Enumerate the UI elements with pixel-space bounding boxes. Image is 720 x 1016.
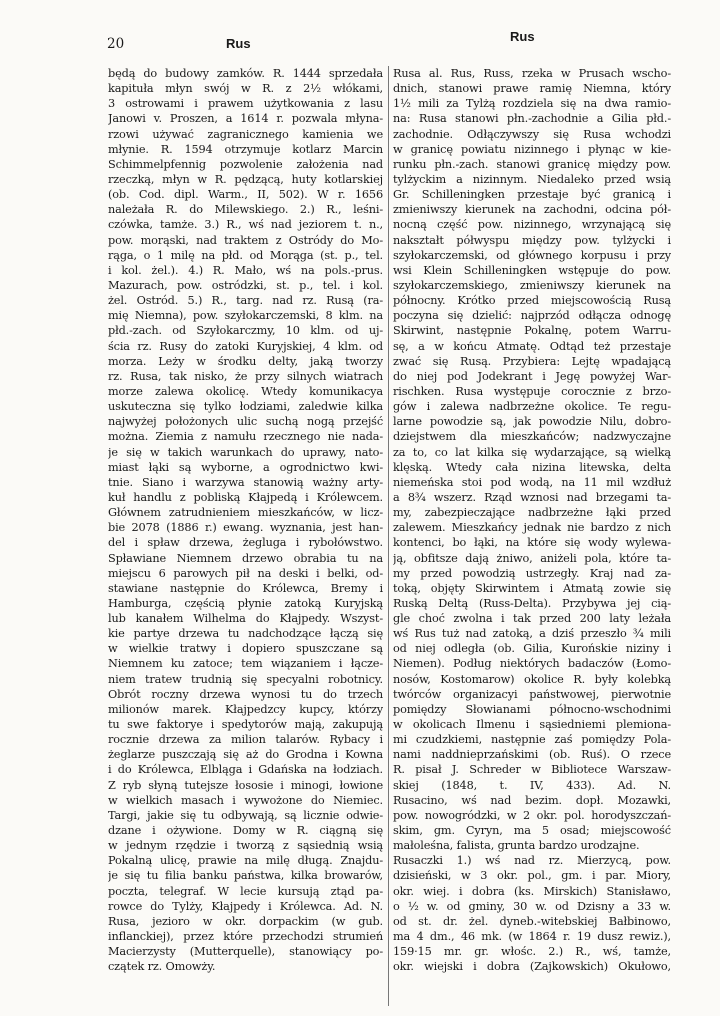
text-line: Rusa al. Rus, Russ, rzeka w Prusach wscho- bbox=[393, 67, 671, 80]
text-line: miast łąki są wyborne, a ogrodnictwo kwi- bbox=[108, 460, 383, 474]
text-line: skim, gm. Cyryn, ma 5 osad; miejscowość bbox=[393, 824, 671, 838]
text-line: rzeczką, młyn w R. pędzącą, huty kotlarskiej bbox=[108, 172, 383, 186]
text-line: okr. wiejski i dobra (Zajkowskich) Okułowo, bbox=[393, 960, 671, 974]
text-line: młynie. R. 1594 otrzymuje kotlarz Marcin bbox=[108, 142, 383, 156]
text-line: klęską. Wtedy cała nizina litewska, delta bbox=[393, 460, 671, 474]
text-line: ma 4 dm., 46 mk. (w 1864 r. 19 dusz rewiz.), bbox=[393, 930, 671, 944]
text-line: w okolicach Ilmenu i sąsiedniemi plemiona- bbox=[393, 718, 671, 732]
text-line: R. pisał J. Schreder w Bibliotece Warszaw- bbox=[393, 763, 671, 777]
text-line: dzisieński, w 3 okr. pol., gm. i par. Miory, bbox=[393, 869, 671, 883]
text-line: gów i zalewa nadbrzeżne okolice. Te regu- bbox=[393, 400, 671, 414]
text-line: runku płn.-zach. stanowi granicę między pow. bbox=[393, 157, 671, 171]
text-line: stawiane następnie do Królewca, Bremy i bbox=[108, 581, 383, 595]
text-line: skiej (1848, t. IV, 433). Ad. N. bbox=[393, 778, 671, 792]
left-text-column bbox=[108, 66, 383, 974]
text-line: żeglarze puszczają się aż do Grodna i Kowna bbox=[108, 748, 383, 762]
text-line: Mazurach, pow. ostródzki, st. p., tel. i kol. bbox=[108, 278, 383, 292]
text-line: Niemnem ku zatoce; tem wiązaniem i łącze- bbox=[108, 657, 383, 671]
text-line: Janowi v. Proszen, a 1614 r. pozwala młyna- bbox=[108, 112, 383, 126]
text-line: pow. morąski, nad traktem z Ostródy do Mo- bbox=[108, 233, 383, 247]
text-line: w jednym rzędzie i tworzą z sąsiednią wsią bbox=[108, 839, 383, 853]
text-line: do niej pod Jodekrant i Jegę powyżej War- bbox=[393, 369, 671, 383]
text-line: Hamburga, częścią płynie zatoką Kuryjską bbox=[108, 596, 383, 610]
text-line: twórców organizacyi państwowej, pierwotnie bbox=[393, 687, 671, 701]
page-header bbox=[0, 29, 720, 56]
text-line: można. Ziemia z namułu rzecznego nie nada- bbox=[108, 430, 383, 444]
page-number: 20 bbox=[107, 36, 125, 52]
text-line: toką, objęty Skirwintem i Atmatą zowie się bbox=[393, 581, 671, 595]
text-line: żel. Ostród. 5.) R., targ. nad rz. Rusą (ra- bbox=[108, 294, 383, 308]
text-line: mi czudzkiemi, następnie zaś pomiędzy Pola- bbox=[393, 733, 671, 747]
text-line: ją, obfitsze dają żniwo, aniżeli pola, które ta- bbox=[393, 551, 671, 565]
text-line: małoleśna, falista, grunta bardzo urodzajne. bbox=[393, 839, 640, 853]
column-divider bbox=[388, 66, 389, 1006]
text-line: uskuteczna się tylko łodziami, zaledwie kilka bbox=[108, 400, 383, 414]
text-line: sę, a w końcu Atmatę. Odtąd też przestaje bbox=[393, 339, 671, 353]
text-line: a 8¾ wszerz. Rząd wznosi nad brzegami ta- bbox=[393, 490, 671, 504]
text-line: my przed powodzią ustrzegły. Kraj nad za- bbox=[393, 566, 671, 580]
text-line: morza. Leży w środku delty, jaką tworzy bbox=[108, 354, 383, 368]
text-line: larne powodzie są, jak powodzie Nilu, dobro- bbox=[393, 415, 671, 429]
text-line: my, zabezpieczające nadbrzeżne łąki przed bbox=[393, 506, 671, 520]
text-line: Ruską Deltą (Russ-Delta). Przybywa jej cią- bbox=[393, 596, 671, 610]
text-line: tu swe faktorye i spedytorów mają, zakupują bbox=[108, 718, 383, 732]
text-line: (ob. Cod. dipl. Warm., II, 502). W r. 1656 bbox=[108, 188, 383, 202]
text-line: należała R. do Milewskiego. 2.) R., leśni- bbox=[108, 203, 383, 217]
text-line: zachodnie. Odłączywszy się Rusa wchodzi bbox=[393, 127, 671, 141]
text-line: niem tratew trudnią się specyalni robotnicy. bbox=[108, 672, 383, 686]
text-line: 159·15 mr. gr. włośc. 2.) R., wś, tamże, bbox=[393, 945, 671, 959]
text-line: czówka, tamże. 3.) R., wś nad jeziorem t. n., bbox=[108, 218, 383, 232]
text-line: miejscu 6 parowych pił na deski i belki, od- bbox=[108, 566, 383, 580]
text-line: lub kanałem Wilhelma do Kłajpedy. Wszyst- bbox=[108, 612, 383, 626]
text-line: kontenci, bo łąki, na które się wody wylewa- bbox=[393, 536, 671, 550]
text-line: nami naddnieprzańskimi (ob. Ruś). O rzece bbox=[393, 748, 671, 762]
text-line: dziejstwem dla mieszkańców; nadzwyczajne bbox=[393, 430, 671, 444]
text-line: szyłokarczemskiego, zmieniwszy kierunek na bbox=[393, 278, 671, 292]
text-line: 1½ mili za Tylżą rozdziela się na dwa ramio- bbox=[393, 97, 671, 111]
text-line: del i spław drzewa, żegluga i rybołówstwo. bbox=[108, 536, 383, 550]
text-line: Gr. Schilleningken przestaje być granicą i bbox=[393, 188, 671, 202]
text-line: płd.-zach. od Szyłokarczmy, 10 klm. od uj- bbox=[108, 324, 383, 338]
text-line: najwyżej położonych ulic suchą nogą przejść bbox=[108, 415, 383, 429]
text-line: Obrót roczny drzewa wynosi tu do trzech bbox=[108, 687, 383, 701]
text-line: Rusacino, wś nad bezim. dopł. Mozawki, bbox=[393, 793, 671, 807]
text-line: Głównem zatrudnieniem mieszkańców, w licz- bbox=[108, 506, 383, 520]
text-line: w wielkich masach i wywożone do Niemiec. bbox=[108, 793, 383, 807]
text-line: północny. Krótko przed miejscowością Rusą bbox=[393, 294, 671, 308]
text-line: Rusaczki 1.) wś nad rz. Mierzycą, pow. bbox=[393, 854, 671, 868]
text-line: Macierzysty (Mutterquelle), stanowiący po- bbox=[108, 945, 383, 959]
text-line: pomiędzy Słowianami północno-wschodnimi bbox=[393, 702, 671, 716]
text-line: rischken. Rusa występuje corocznie z brzo- bbox=[393, 384, 671, 398]
text-line: dzane i ożywione. Domy w R. ciągną się bbox=[108, 824, 383, 838]
text-line: rowce do Tylży, Kłajpedy i Królewca. Ad. N. bbox=[108, 899, 383, 913]
text-line: o ½ w. od gminy, 30 w. od Dzisny a 33 w. bbox=[393, 899, 671, 913]
text-line: szyłokarczemski, od głównego korpusu i przy bbox=[393, 248, 671, 262]
text-line: kie partye drzewa tu nadchodzące łączą się bbox=[108, 627, 383, 641]
text-line: w granicę powiatu nizinnego i płynąc w kie- bbox=[393, 142, 671, 156]
text-line: tnie. Siano i warzywa stanowią ważny arty- bbox=[108, 475, 383, 489]
text-line: kuł handlu z pobliską Kłajpedą i Królewcem. bbox=[108, 490, 383, 504]
text-line: i kol. żel.). 4.) R. Mało, wś na pols.-prus. bbox=[108, 263, 383, 277]
text-line: od st. dr. żel. dyneb.-witebskiej Bałbinowo, bbox=[393, 914, 671, 928]
text-line: Niemen). Podług niektórych badaczów (Łomo- bbox=[393, 657, 671, 671]
text-line: w wielkie tratwy i dopiero spuszczane są bbox=[108, 642, 383, 656]
text-line: czątek rz. Omowży. bbox=[108, 960, 216, 974]
right-text-column bbox=[393, 66, 671, 974]
text-line: nosów, Kostomarow) okolice R. były kolebką bbox=[393, 672, 671, 686]
text-line: rzowi używać zagranicznego kamienia we bbox=[108, 127, 383, 141]
text-line: zwać się Rusą. Przybiera: Lejtę wpadającą bbox=[393, 354, 671, 368]
text-line: zmieniwszy kierunek na zachodni, odcina pół- bbox=[393, 203, 671, 217]
text-line: kapituła młyn swój w R. z 2½ włókami, bbox=[108, 82, 383, 96]
text-line: poczyna się dzielić: najprzód odłącza odnogę bbox=[393, 309, 671, 323]
text-line: Pokalną ulicę, prawie na milę długą. Znajdu- bbox=[108, 854, 383, 868]
text-line: poczta, telegraf. W lecie kursują ztąd pa- bbox=[108, 884, 383, 898]
text-line: rąga, o 1 milę na płd. od Morąga (st. p., tel. bbox=[108, 248, 383, 262]
text-line: nakształt półwyspu między pow. tylżycki i bbox=[393, 233, 671, 247]
text-line: mię Niemna), pow. szyłokarczemski, 8 klm. na bbox=[108, 309, 383, 323]
text-line: dnich, stanowi prawe ramię Niemna, który bbox=[393, 82, 671, 96]
text-line: gle choć zwolna i tak przed 200 laty leżała bbox=[393, 612, 671, 626]
text-line: ścia rz. Rusy do zatoki Kuryjskiej, 4 klm. od bbox=[108, 339, 383, 353]
text-line: niemeńska stoi pod wodą, na 11 mil wzdłuż bbox=[393, 475, 671, 489]
text-line: je się tu filia banku państwa, kilka browarów, bbox=[108, 869, 383, 883]
text-line: wś Rus tuż nad zatoką, a dziś przeszło ¾ mili bbox=[393, 627, 671, 641]
text-line: i do Królewca, Elbląga i Gdańska na łodziach. bbox=[108, 763, 383, 777]
text-line: Schimmelpfennig pozwolenie założenia nad bbox=[108, 157, 383, 171]
text-line: morze zalewa okolicę. Wtedy komunikacya bbox=[108, 384, 383, 398]
text-line: na: Rusa stanowi płn.-zachodnie a Gilia płd.- bbox=[393, 112, 671, 126]
text-line: za to, co lat kilka się wydarzające, są wielką bbox=[393, 445, 671, 459]
text-line: inflanckiej), przez które przechodzi strumień bbox=[108, 930, 383, 944]
text-line: Rusa, jezioro w okr. dorpackim (w gub. bbox=[108, 914, 383, 928]
text-line: Z ryb słyną tutejsze łososie i minogi, łowione bbox=[108, 778, 383, 792]
text-line: będą do budowy zamków. R. 1444 sprzedała bbox=[108, 67, 383, 80]
text-line: bie 2078 (1886 r.) ewang. wyznania, jest han- bbox=[108, 521, 383, 535]
running-head-right: Rus bbox=[510, 29, 535, 44]
text-line: Targi, jakie się tu odbywają, są licznie odwie- bbox=[108, 808, 383, 822]
text-line: rocznie drzewa za milion talarów. Rybacy i bbox=[108, 733, 383, 747]
running-head-left: Rus bbox=[226, 36, 251, 51]
text-line: od niej odległa (ob. Gilia, Kurońskie niziny i bbox=[393, 642, 671, 656]
text-line: 3 ostrowami i prawem użytkowania z lasu bbox=[108, 97, 383, 111]
text-line: tylżyckim a nizinnym. Niedaleko przed wsią bbox=[393, 172, 671, 186]
text-line: okr. wiej. i dobra (ks. Mirskich) Stanisławo, bbox=[393, 884, 671, 898]
text-line: rz. Rusa, tak nisko, że przy silnych wiatrach bbox=[108, 369, 383, 383]
text-line: wsi Klein Schilleningken wstępuje do pow. bbox=[393, 263, 671, 277]
text-line: milionów marek. Kłajpedzcy kupcy, którzy bbox=[108, 702, 383, 716]
text-line: nocną część pow. nizinnego, wrzynającą się bbox=[393, 218, 671, 232]
text-line: zalewem. Mieszkańcy jednak nie bardzo z nich bbox=[393, 521, 671, 535]
text-line: Spławiane Niemnem drzewo obrabia tu na bbox=[108, 551, 383, 565]
text-line: Skirwint, następnie Pokalnę, potem Warru- bbox=[393, 324, 671, 338]
text-line: je się w takich warunkach do uprawy, nato- bbox=[108, 445, 383, 459]
text-line: pow. nowogródzki, w 2 okr. pol. horodyszczań- bbox=[393, 808, 671, 822]
